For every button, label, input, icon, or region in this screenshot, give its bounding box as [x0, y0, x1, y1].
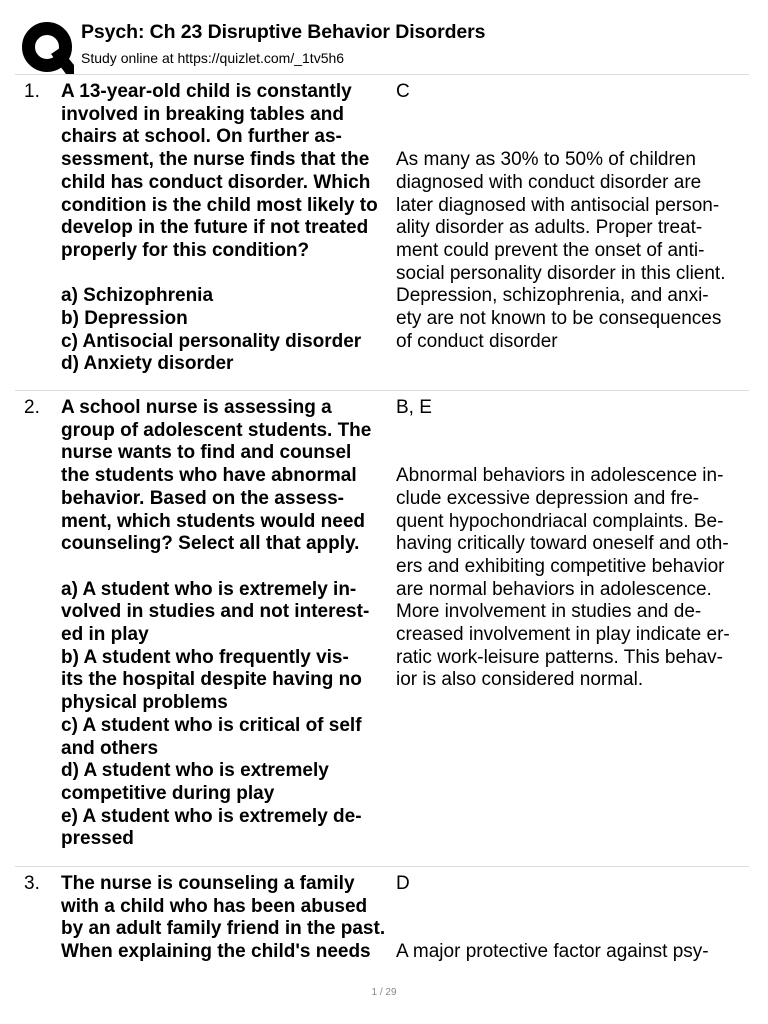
page-title: Psych: Ch 23 Disruptive Behavior Disorders	[81, 21, 486, 43]
card-number: 2.	[24, 397, 40, 418]
divider	[15, 74, 749, 75]
card-answer: B, E Abnormal behaviors in adolescence in- clude excessive depression and fre- quent hypochondriacal complaints. Be- having critically toward oneself and oth- ers and exhibiting competitive behavior are normal behaviors in adolescence. More involvement in studies and de- creased involvement in play indicate er- ratic work-leisure patterns. This behav- ior is also considered normal.	[396, 397, 730, 691]
card-answer: C As many as 30% to 50% of children diagnosed with conduct disorder are later diagnosed with antisocial person- ality disorder as adults. Proper treat- ment could prevent the onset of anti- social personality disorder in this client. Depression, schizophrenia, and anxi- ety are not known to be consequences of conduct disorder	[396, 81, 726, 352]
card-number: 3.	[24, 873, 40, 894]
divider	[15, 866, 749, 867]
quizlet-q-icon	[20, 21, 74, 75]
divider	[15, 390, 749, 391]
card-answer: D A major protective factor against psy-	[396, 873, 709, 963]
card-question: A school nurse is assessing a group of adolescent students. The nurse wants to find and counsel the students who have abnormal behavior. Based on the assess- ment, which students would need counseling? Select all that apply. a) A student who is extremely in- volved in studies and not interest- ed in play b) A student who frequently vis- its the hospital despite having no physical problems c) A student who is critical of self and others d) A student who is extremely competitive during play e) A student who is extremely de- pressed	[61, 397, 372, 850]
page-number: 1 / 29	[371, 987, 397, 998]
card-question: The nurse is counseling a family with a child who has been abused by an adult family friend in the past. When explaining the child's needs	[61, 873, 386, 963]
page-header	[0, 0, 768, 74]
card-number: 1.	[24, 81, 40, 102]
card-question: A 13-year-old child is constantly involved in breaking tables and chairs at school. On further as- sessment, the nurse finds that the child has conduct disorder. Which condition is the child most likely to develop in the future if not treated properly for this condition? a) Schizophrenia b) Depression c) Antisocial personality disorder d) Anxiety disorder	[61, 81, 378, 375]
study-link[interactable]: Study online at https://quizlet.com/_1tv5h6	[81, 50, 345, 66]
